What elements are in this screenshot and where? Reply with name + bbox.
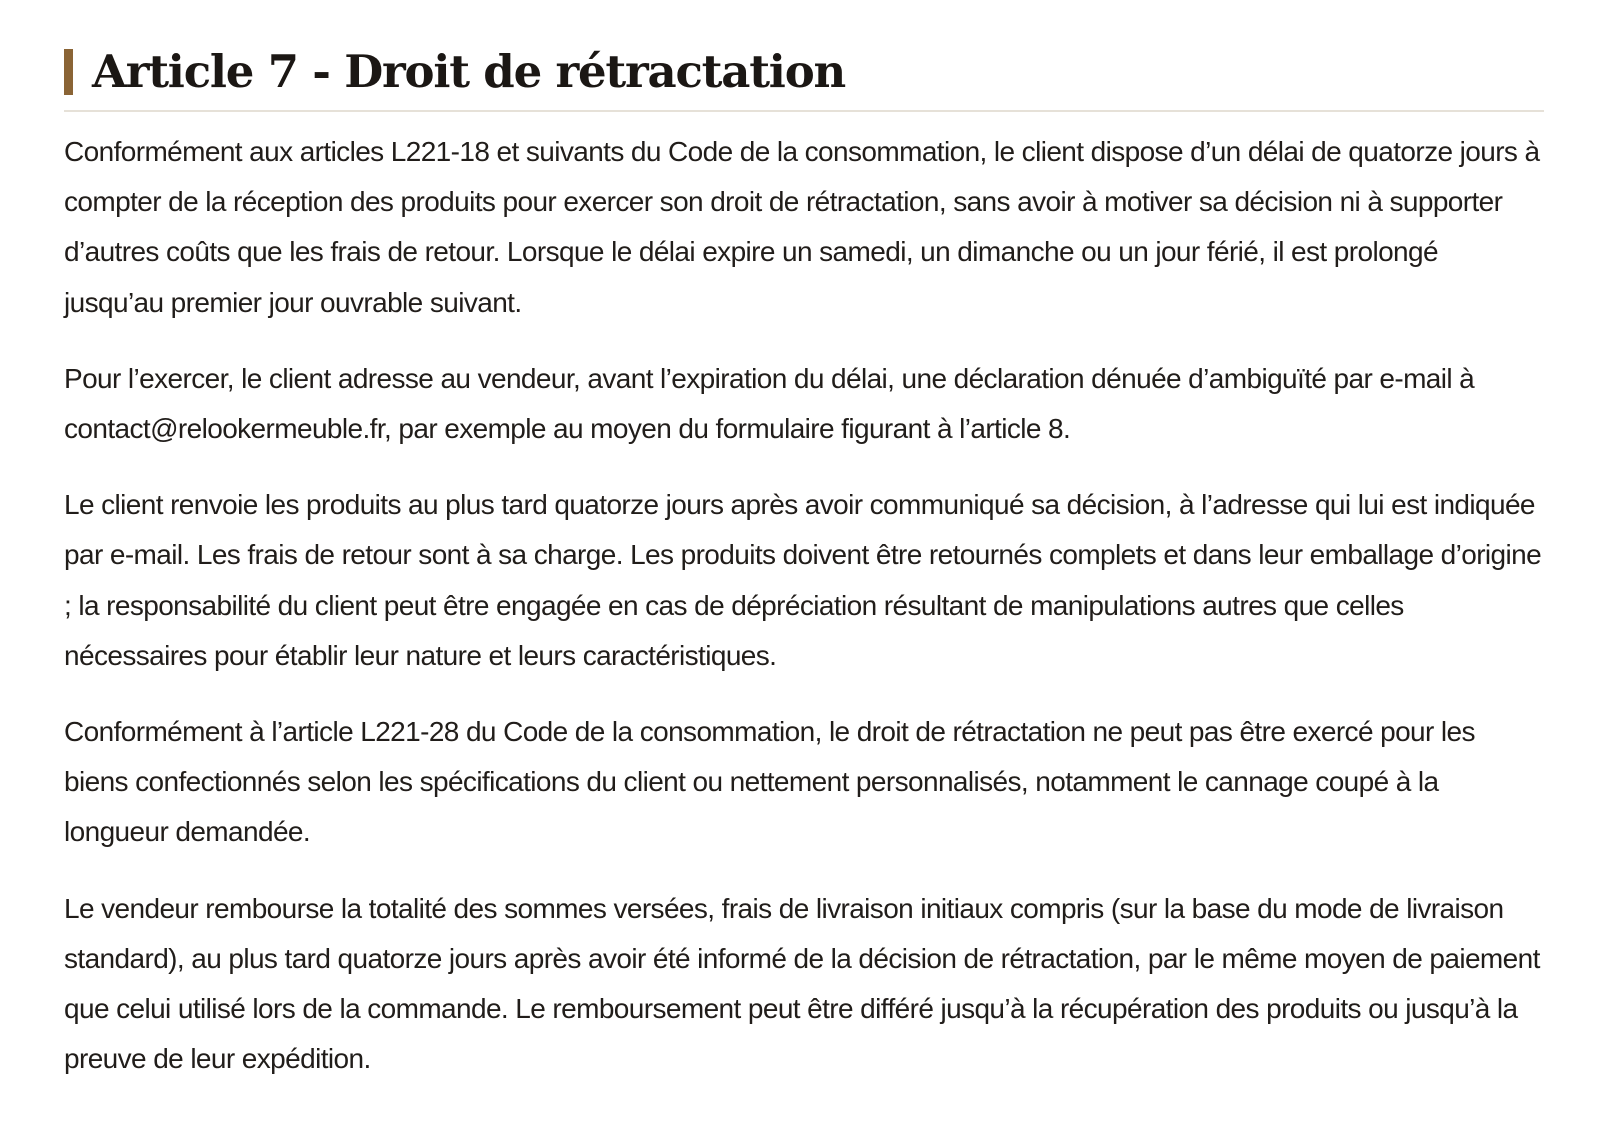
- article-paragraph-3: Le client renvoie les produits au plus tard quatorze jours après avoir communiqué sa décision, à l’adresse qui lui est indiquée par e-mail. Les frais de retour sont à sa charge. Les produits doivent être retournés complets et dans leur emballage d’origine ; la responsabilité du client peut être engagée en cas de dépréciation résultant de manipulations autres que celles nécessaires pour établir leur nature et leurs caractéristiques.: [64, 489, 1542, 671]
- title-accent-bar: [64, 49, 73, 95]
- article-title: Article 7 - Droit de rétractation: [92, 45, 846, 98]
- article-paragraph-1: Conformément aux articles L221-18 et suivants du Code de la consommation, le client dispose d’un délai de quatorze jours à compter de la réception des produits pour exercer son droit de rétractation, sans avoir à motiver sa décision ni à supporter d’autres coûts que les frais de retour. Lorsque le délai expire un samedi, un dimanche ou un jour férié, il est prolongé jusqu’au premier jour ouvrable suivant.: [64, 136, 1540, 318]
- article-paragraph-5: Le vendeur rembourse la totalité des sommes versées, frais de livraison initiaux compris (sur la base du mode de livraison standard), au plus tard quatorze jours après avoir été informé de la décision de rétractation, par le même moyen de paiement que celui utilisé lors de la commande. Le remboursement peut être différé jusqu’à la récupération des produits ou jusqu’à la preuve de leur expédition.: [64, 892, 1540, 1075]
- article-paragraph-4: Conformément à l’article L221-28 du Code de la consommation, le droit de rétractation ne peut pas être exercé pour les biens confectionnés selon les spécifications du client ou nettement personnalisés, notamment le cannage coupé à la longueur demandée.: [64, 716, 1475, 848]
- article-header: [64, 44, 1544, 112]
- article-body: [64, 127, 1544, 1084]
- article-section: [64, 44, 1544, 1084]
- article-paragraph-2: Pour l’exercer, le client adresse au vendeur, avant l’expiration du délai, une déclaration dénuée d’ambiguïté par e-mail à contact@relookermeuble.fr, par exemple au moyen du formulaire figurant à l’article 8.: [64, 362, 1475, 445]
